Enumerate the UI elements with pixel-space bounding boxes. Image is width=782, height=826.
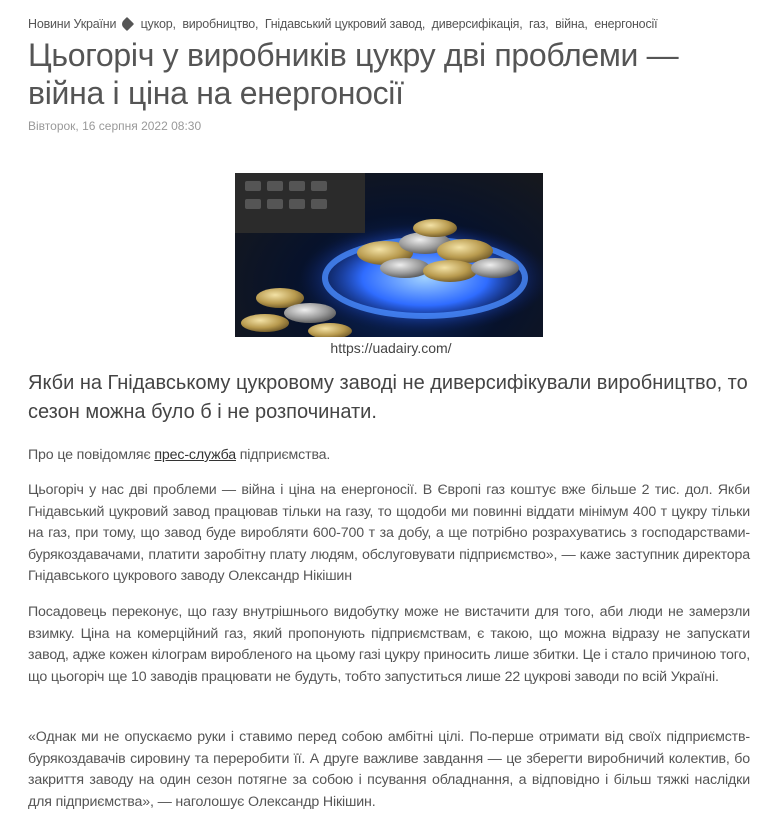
tag-link[interactable]: війна, (555, 17, 588, 31)
page-title: Цьогоріч у виробників цукру дві проблеми — війна і ціна на енергоносії (28, 37, 679, 111)
article-paragraph (28, 445, 750, 467)
article-paragraph: Цьогоріч у нас дві проблеми — війна і ціна на енергоносії. В Європі газ коштує вже більше 2 тис. дол. Якби Гнідавський цукровий завод працював тільки на газу, то щодоби ми повинні віддати мінімум 400 т цукру тільки на газ, при тому, що завод буде виробляти 600-700 т за добу, а ще потрібно розрахуватись з господарствами-бурякоздавачами, платити заробітну плату людям, обслуговувати підприємство», — каже заступник директора Гнідавського цукрового заводу Олександр Нікішин (28, 482, 750, 584)
tag-link[interactable]: газ, (529, 17, 549, 31)
article-lead: Якби на Гнідавському цукровому заводі не диверсифікували виробництво, то сезон можна було б і не розпочинати. (28, 372, 748, 423)
publish-date: Вівторок, 16 серпня 2022 08:30 (28, 119, 202, 133)
tag-link[interactable]: Гнідавський цукровий завод, (264, 17, 426, 31)
article-paragraph: «Однак ми не опускаємо руки і ставимо перед собою амбітні цілі. По-перше отримати від своїх підприємств-бурякоздавачів сировину та переробити її. А друге важливе завдання — це зберегти виробничий колектив, бо закриття заводу на один сезон потягне за собою і псування обладнання, а відповідно і більш тяжкі наслідки для підприємства», — наголошує Олександр Нікішин. (28, 729, 750, 810)
breadcrumb (28, 17, 750, 31)
tag-link[interactable]: диверсифікація, (431, 17, 523, 31)
tag-link[interactable]: виробництво, (182, 17, 259, 31)
press-service-link[interactable]: прес-служба (154, 447, 236, 463)
image-caption: https://uadairy.com/ (330, 340, 452, 356)
tag-link[interactable]: енергоносії (594, 17, 658, 31)
paragraph-text: підприємства. (235, 447, 331, 463)
article-paragraph: Посадовець переконує, що газу внутрішнього видобутку може не вистачити для того, аби люди не замерзли взимку. Ціна на комерційний газ, який пропонують підприємствам, є такою, що можна відразу не запускати завод, адже кожен кілограм виробленого на цьому газі цукру приносить лише збитки. Це і стало причиною того, що цьогоріч ще 10 заводів працювати не будуть, тобто запуститься лише 22 цукрові заводи по всій Україні. (28, 604, 750, 685)
category-link[interactable]: Новини України (28, 17, 117, 31)
tag-icon (120, 17, 134, 31)
article-image (235, 173, 543, 337)
paragraph-text: Про це повідомляє (28, 447, 155, 463)
tag-link[interactable]: цукор, (140, 17, 176, 31)
